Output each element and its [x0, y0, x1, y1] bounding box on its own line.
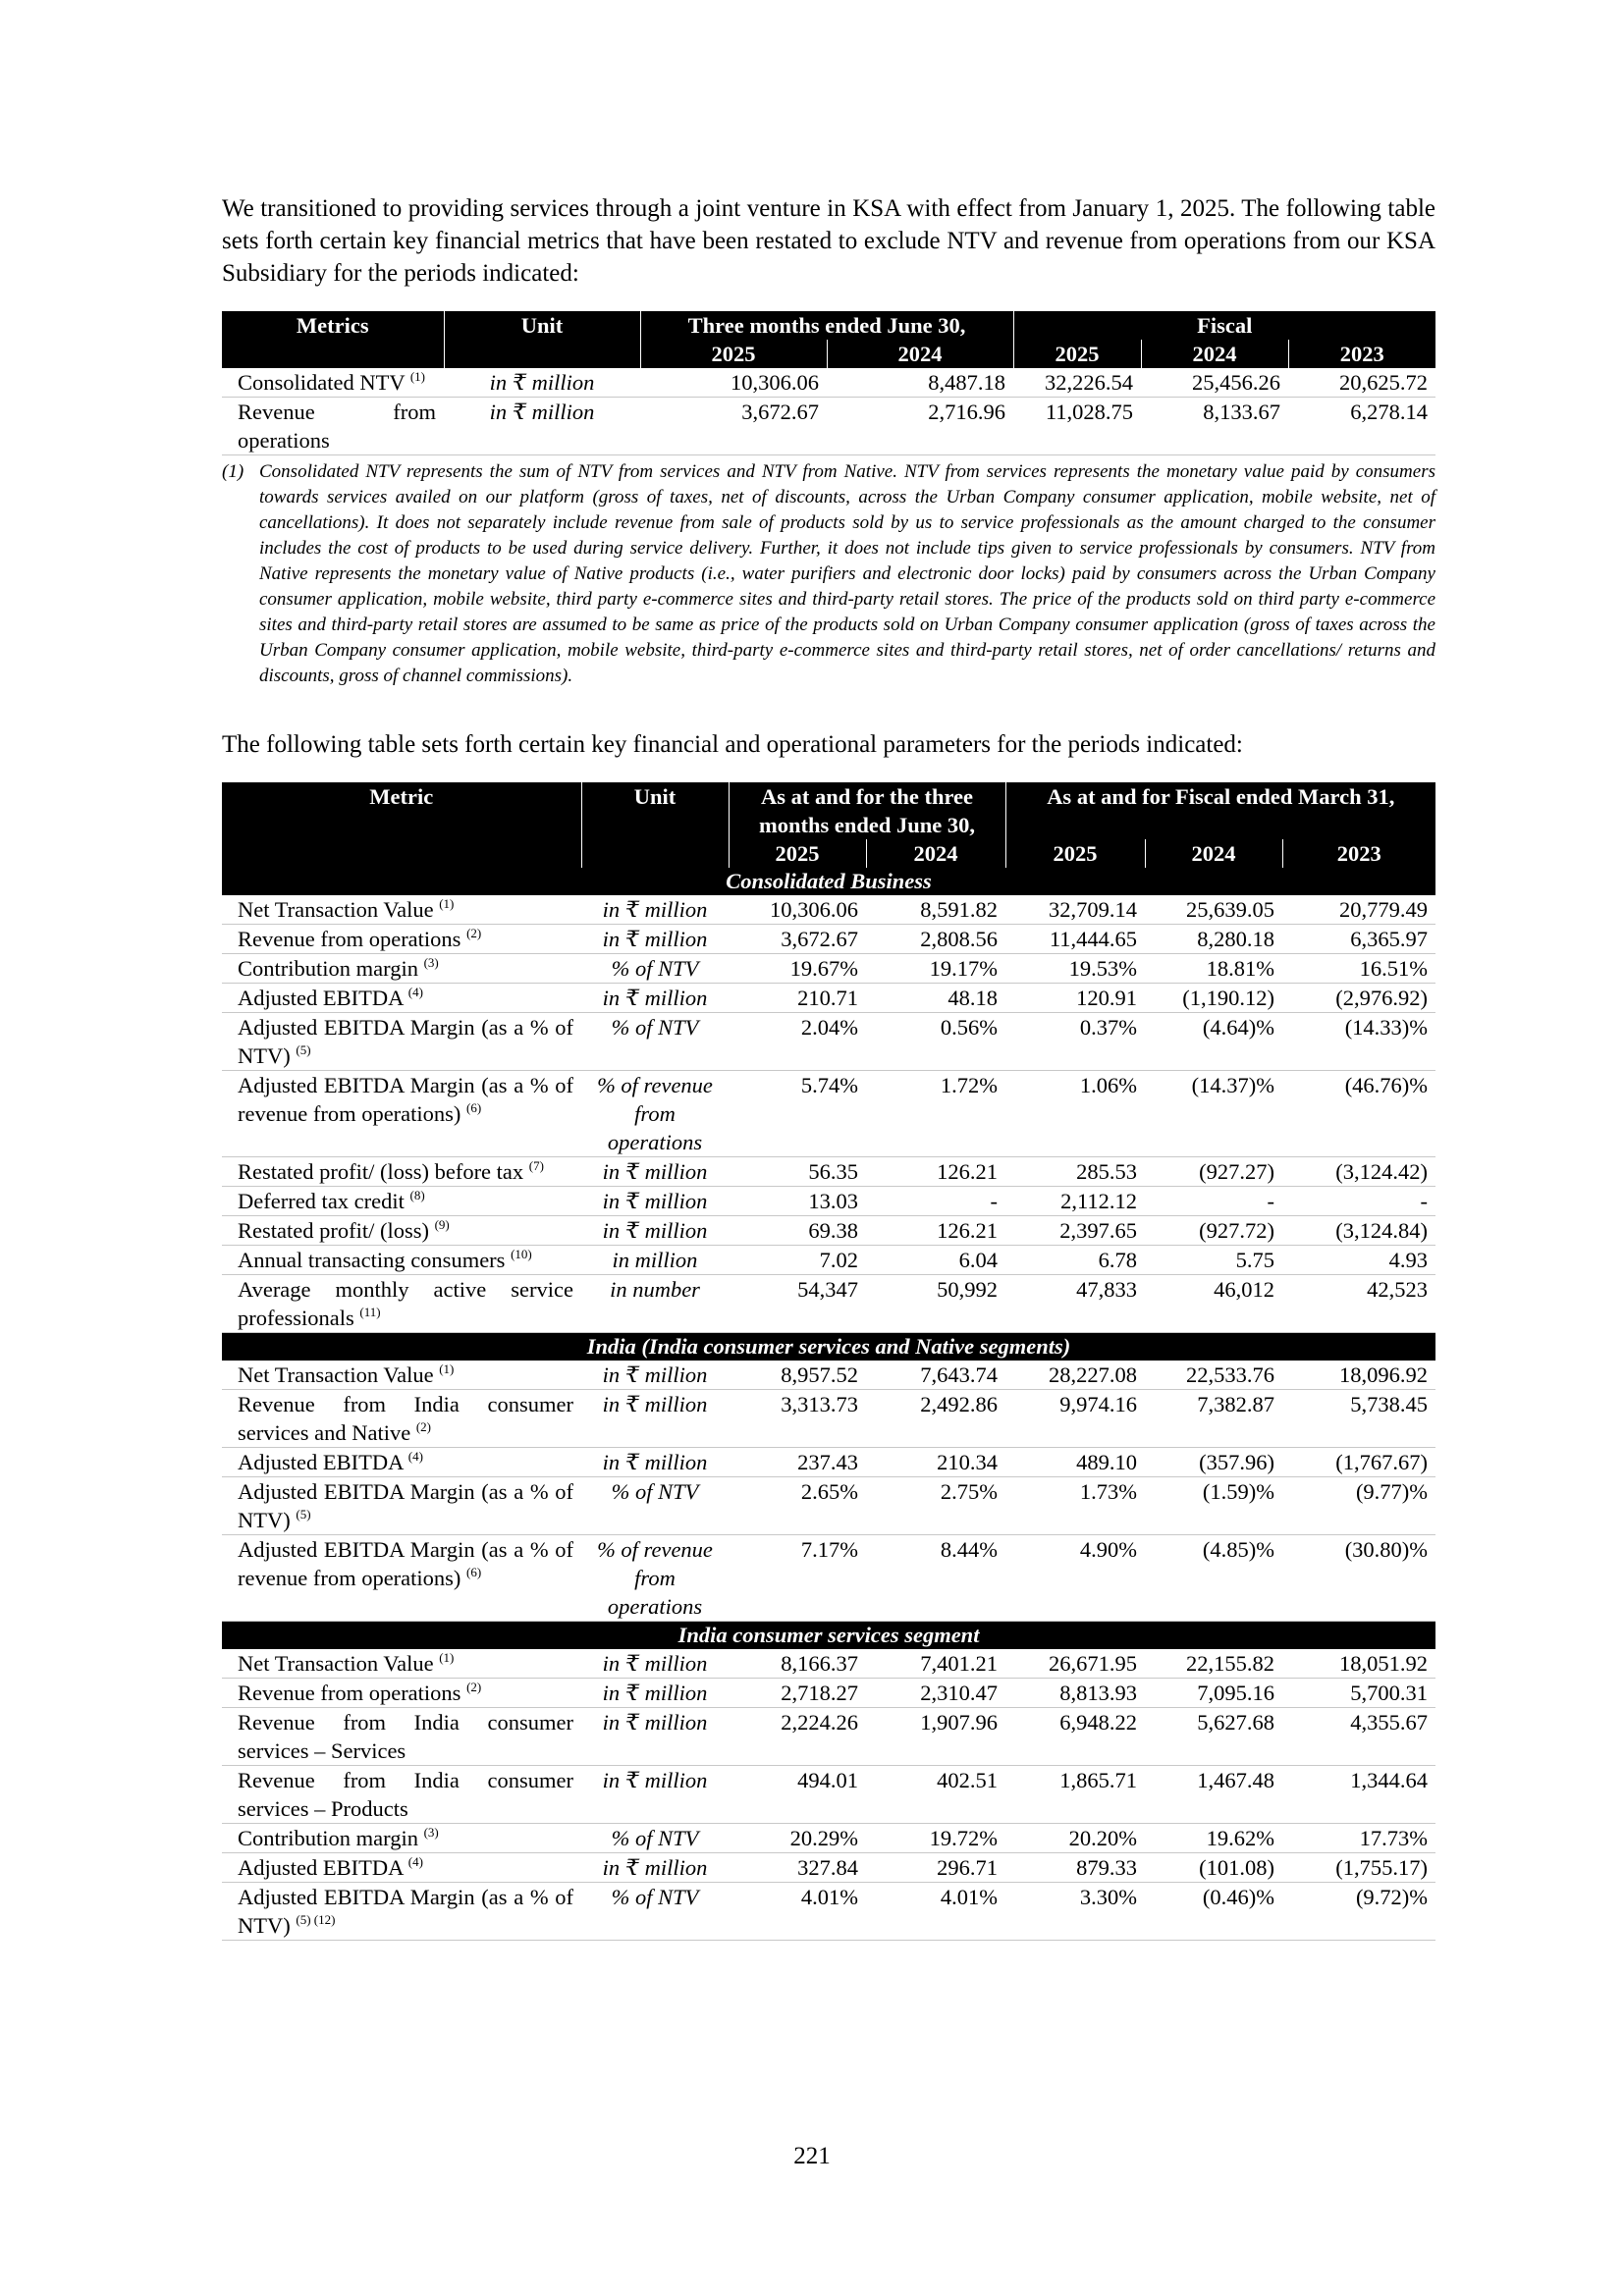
year-header: 2024: [866, 839, 1005, 868]
value-cell: 4.90%: [1005, 1535, 1145, 1622]
value-cell: 3.30%: [1005, 1883, 1145, 1941]
footnote-ref: (1): [409, 369, 425, 384]
unit-cell: in ₹ million: [581, 1216, 729, 1246]
value-cell: 296.71: [866, 1853, 1005, 1883]
value-cell: (1,767.67): [1282, 1448, 1435, 1477]
value-cell: (2,976.92): [1282, 984, 1435, 1013]
value-cell: 5.74%: [729, 1071, 866, 1157]
table-row: [222, 1853, 1435, 1883]
value-cell: 8,591.82: [866, 895, 1005, 925]
value-cell: 8,813.93: [1005, 1679, 1145, 1708]
value-cell: 8,133.67: [1141, 398, 1288, 455]
table-footnote: [222, 459, 1435, 689]
metric-label: Average monthly active service professionals: [238, 1277, 573, 1330]
footnote-ref: (1): [439, 896, 455, 911]
value-cell: 6,948.22: [1005, 1708, 1145, 1766]
metric-label: Revenue from operations: [238, 927, 461, 951]
value-cell: 46,012: [1145, 1275, 1282, 1333]
unit-cell: in ₹ million: [581, 1679, 729, 1708]
value-cell: 210.34: [866, 1448, 1005, 1477]
value-cell: 4.93: [1282, 1246, 1435, 1275]
unit-cell: in ₹ million: [581, 1853, 729, 1883]
value-cell: 32,226.54: [1013, 368, 1141, 398]
value-cell: 32,709.14: [1005, 895, 1145, 925]
unit-cell: in ₹ million: [581, 895, 729, 925]
metric-label: Adjusted EBITDA Margin (as a % of NTV): [238, 1885, 573, 1938]
footnote-ref: (3): [423, 955, 439, 970]
table-row: [222, 1275, 1435, 1333]
table-row: [222, 984, 1435, 1013]
section-header-row: [222, 868, 1435, 895]
metric-cell: [222, 954, 581, 984]
value-cell: 8,280.18: [1145, 925, 1282, 954]
value-cell: (3,124.84): [1282, 1216, 1435, 1246]
unit-cell: in million: [581, 1246, 729, 1275]
year-header: 2025: [729, 839, 866, 868]
value-cell: 2,224.26: [729, 1708, 866, 1766]
metric-cell: [222, 1216, 581, 1246]
value-cell: 19.53%: [1005, 954, 1145, 984]
metric-label: Contribution margin: [238, 956, 418, 981]
metric-cell: [222, 1448, 581, 1477]
metric-cell: [222, 1361, 581, 1390]
table-row: [222, 1157, 1435, 1187]
table-row: [222, 1766, 1435, 1824]
value-cell: 10,306.06: [729, 895, 866, 925]
unit-cell: in ₹ million: [581, 1708, 729, 1766]
metric-label: Adjusted EBITDA Margin (as a % of NTV): [238, 1015, 573, 1068]
unit-cell: in ₹ million: [581, 1649, 729, 1679]
value-cell: 7,401.21: [866, 1649, 1005, 1679]
value-cell: 22,155.82: [1145, 1649, 1282, 1679]
table-row: [222, 1679, 1435, 1708]
value-cell: (46.76)%: [1282, 1071, 1435, 1157]
unit-cell: % of NTV: [581, 1824, 729, 1853]
value-cell: 18.81%: [1145, 954, 1282, 984]
value-cell: 2.65%: [729, 1477, 866, 1535]
value-cell: 5,627.68: [1145, 1708, 1282, 1766]
metric-cell: [222, 1535, 581, 1622]
value-cell: 2.04%: [729, 1013, 866, 1071]
value-cell: 1,865.71: [1005, 1766, 1145, 1824]
unit-cell: in number: [581, 1275, 729, 1333]
unit-cell: in ₹ million: [444, 368, 640, 398]
value-cell: 210.71: [729, 984, 866, 1013]
table-row: [222, 1390, 1435, 1448]
metric-cell: [222, 1157, 581, 1187]
value-cell: 5.75: [1145, 1246, 1282, 1275]
value-cell: 7.17%: [729, 1535, 866, 1622]
value-cell: 19.62%: [1145, 1824, 1282, 1853]
metric-cell: [222, 1824, 581, 1853]
metric-cell: [222, 1766, 581, 1824]
metric-label: Adjusted EBITDA Margin (as a % of revenue from operations): [238, 1073, 573, 1126]
metric-cell: [222, 1246, 581, 1275]
value-cell: 7,643.74: [866, 1361, 1005, 1390]
metric-cell: [222, 1187, 581, 1216]
metric-cell: [222, 1477, 581, 1535]
year-header: 2025: [1005, 839, 1145, 868]
value-cell: 18,051.92: [1282, 1649, 1435, 1679]
value-cell: 26,671.95: [1005, 1649, 1145, 1679]
value-cell: 25,456.26: [1141, 368, 1288, 398]
year-header: 2024: [1141, 340, 1288, 368]
col-header-unit: Unit: [444, 311, 640, 368]
value-cell: 7.02: [729, 1246, 866, 1275]
section-header-row: [222, 1333, 1435, 1362]
value-cell: 48.18: [866, 984, 1005, 1013]
metric-cell: [222, 1649, 581, 1679]
value-cell: 6.78: [1005, 1246, 1145, 1275]
footnote-ref: (7): [528, 1158, 544, 1173]
unit-cell: in ₹ million: [581, 984, 729, 1013]
document-page: [222, 192, 1435, 1941]
value-cell: (0.46)%: [1145, 1883, 1282, 1941]
footnote-ref: (8): [409, 1188, 425, 1202]
year-header: 2024: [1145, 839, 1282, 868]
value-cell: 11,028.75: [1013, 398, 1141, 455]
value-cell: 10,306.06: [640, 368, 827, 398]
footnote-ref: (9): [434, 1217, 450, 1232]
table-row: [222, 1649, 1435, 1679]
value-cell: -: [866, 1187, 1005, 1216]
metric-cell: [222, 398, 444, 455]
section-title: India (India consumer services and Native segments): [222, 1333, 1435, 1362]
value-cell: 7,095.16: [1145, 1679, 1282, 1708]
footnote-ref: (5) (12): [296, 1912, 336, 1927]
unit-cell: in ₹ million: [581, 1448, 729, 1477]
footnote-ref: (10): [511, 1247, 532, 1261]
value-cell: 8.44%: [866, 1535, 1005, 1622]
value-cell: 20.20%: [1005, 1824, 1145, 1853]
value-cell: 2.75%: [866, 1477, 1005, 1535]
footnote-ref: (5): [296, 1507, 311, 1522]
unit-cell: in ₹ million: [581, 1766, 729, 1824]
value-cell: 494.01: [729, 1766, 866, 1824]
year-header: 2024: [827, 340, 1013, 368]
footnote-ref: (6): [466, 1100, 482, 1115]
metric-label: Net Transaction Value: [238, 1651, 434, 1676]
footnote-ref: (2): [415, 1419, 431, 1434]
table-row: [222, 1477, 1435, 1535]
table-row: [222, 1246, 1435, 1275]
value-cell: 1.73%: [1005, 1477, 1145, 1535]
value-cell: 126.21: [866, 1157, 1005, 1187]
value-cell: 22,533.76: [1145, 1361, 1282, 1390]
metric-cell: [222, 1853, 581, 1883]
value-cell: -: [1282, 1187, 1435, 1216]
value-cell: 8,487.18: [827, 368, 1013, 398]
unit-cell: in ₹ million: [581, 1390, 729, 1448]
value-cell: 16.51%: [1282, 954, 1435, 984]
value-cell: 402.51: [866, 1766, 1005, 1824]
value-cell: 19.67%: [729, 954, 866, 984]
metric-label: Adjusted EBITDA: [238, 986, 404, 1010]
value-cell: 20,625.72: [1288, 368, 1435, 398]
value-cell: (101.08): [1145, 1853, 1282, 1883]
value-cell: 8,166.37: [729, 1649, 866, 1679]
metric-cell: [222, 1679, 581, 1708]
col-header-metric: Metric: [222, 782, 581, 868]
year-header: 2025: [1013, 340, 1141, 368]
metric-cell: [222, 1071, 581, 1157]
value-cell: 20.29%: [729, 1824, 866, 1853]
footnote-ref: (1): [439, 1362, 455, 1376]
metric-label: Contribution margin: [238, 1826, 418, 1850]
unit-cell: in ₹ million: [581, 1157, 729, 1187]
table-row: [222, 1013, 1435, 1071]
metric-cell: [222, 1883, 581, 1941]
value-cell: 42,523: [1282, 1275, 1435, 1333]
value-cell: (1,190.12): [1145, 984, 1282, 1013]
year-header: 2025: [640, 340, 827, 368]
value-cell: 25,639.05: [1145, 895, 1282, 925]
table-row: [222, 1824, 1435, 1853]
col-header-unit: Unit: [581, 782, 729, 868]
value-cell: (357.96): [1145, 1448, 1282, 1477]
value-cell: 69.38: [729, 1216, 866, 1246]
value-cell: 1,344.64: [1282, 1766, 1435, 1824]
value-cell: 20,779.49: [1282, 895, 1435, 925]
table-row: [222, 895, 1435, 925]
section-header-row: [222, 1622, 1435, 1650]
value-cell: 9,974.16: [1005, 1390, 1145, 1448]
value-cell: 6,278.14: [1288, 398, 1435, 455]
metric-label: Restated profit/ (loss) before tax: [238, 1159, 524, 1184]
metric-cell: [222, 1390, 581, 1448]
footnote-ref: (11): [359, 1305, 381, 1319]
value-cell: 2,310.47: [866, 1679, 1005, 1708]
value-cell: (14.33)%: [1282, 1013, 1435, 1071]
value-cell: 56.35: [729, 1157, 866, 1187]
metric-label: Revenue from India consumer services and Native: [238, 1392, 573, 1445]
footnote-number: (1): [222, 461, 244, 482]
metric-label: Consolidated NTV: [238, 370, 406, 395]
metric-label: Net Transaction Value: [238, 897, 434, 922]
metric-cell: [222, 1013, 581, 1071]
value-cell: 327.84: [729, 1853, 866, 1883]
value-cell: 19.17%: [866, 954, 1005, 984]
metric-cell: [222, 895, 581, 925]
value-cell: (927.72): [1145, 1216, 1282, 1246]
footnote-ref: (1): [439, 1650, 455, 1665]
unit-cell: % of revenue from operations: [581, 1071, 729, 1157]
col-header-fiscal: Fiscal: [1013, 311, 1435, 340]
table-row: [222, 1883, 1435, 1941]
metric-label: Restated profit/ (loss): [238, 1218, 429, 1243]
unit-cell: in ₹ million: [581, 1361, 729, 1390]
footnote-ref: (4): [407, 1449, 423, 1464]
metric-label: Adjusted EBITDA Margin (as a % of NTV): [238, 1479, 573, 1532]
metric-label: Annual transacting consumers: [238, 1248, 506, 1272]
value-cell: -: [1145, 1187, 1282, 1216]
value-cell: 879.33: [1005, 1853, 1145, 1883]
key-parameters-table: [222, 782, 1435, 1941]
value-cell: (927.27): [1145, 1157, 1282, 1187]
value-cell: (30.80)%: [1282, 1535, 1435, 1622]
value-cell: 6.04: [866, 1246, 1005, 1275]
metric-cell: [222, 368, 444, 398]
unit-cell: % of NTV: [581, 1477, 729, 1535]
value-cell: 6,365.97: [1282, 925, 1435, 954]
value-cell: 2,718.27: [729, 1679, 866, 1708]
unit-cell: % of NTV: [581, 1013, 729, 1071]
value-cell: 1,467.48: [1145, 1766, 1282, 1824]
table-row: [222, 1535, 1435, 1622]
footnote-ref: (4): [407, 985, 423, 999]
value-cell: 237.43: [729, 1448, 866, 1477]
metric-cell: [222, 984, 581, 1013]
value-cell: 4.01%: [729, 1883, 866, 1941]
value-cell: 0.37%: [1005, 1013, 1145, 1071]
value-cell: 50,992: [866, 1275, 1005, 1333]
value-cell: 2,492.86: [866, 1390, 1005, 1448]
value-cell: 11,444.65: [1005, 925, 1145, 954]
ksa-restated-metrics-table: [222, 311, 1435, 455]
metric-cell: [222, 1275, 581, 1333]
table-row: [222, 954, 1435, 984]
col-header-fiscal: As at and for Fiscal ended March 31,: [1005, 782, 1435, 839]
metric-cell: [222, 1708, 581, 1766]
value-cell: 8,957.52: [729, 1361, 866, 1390]
value-cell: 2,112.12: [1005, 1187, 1145, 1216]
metric-cell: [222, 925, 581, 954]
metric-label: Deferred tax credit: [238, 1189, 405, 1213]
value-cell: 2,716.96: [827, 398, 1013, 455]
value-cell: 5,738.45: [1282, 1390, 1435, 1448]
footnote-ref: (2): [466, 1680, 482, 1694]
value-cell: 120.91: [1005, 984, 1145, 1013]
metric-label: Revenue from India consumer services – Services: [238, 1710, 573, 1763]
col-header-three-months: As at and for the three months ended June 30,: [729, 782, 1005, 839]
value-cell: 285.53: [1005, 1157, 1145, 1187]
unit-cell: in ₹ million: [444, 398, 640, 455]
value-cell: (3,124.42): [1282, 1157, 1435, 1187]
metric-label: Adjusted EBITDA: [238, 1450, 404, 1474]
table-row: [222, 1216, 1435, 1246]
value-cell: 2,808.56: [866, 925, 1005, 954]
value-cell: (1,755.17): [1282, 1853, 1435, 1883]
table-row: [222, 398, 1435, 455]
value-cell: 18,096.92: [1282, 1361, 1435, 1390]
metric-label: Adjusted EBITDA: [238, 1855, 404, 1880]
table-row: [222, 925, 1435, 954]
value-cell: 2,397.65: [1005, 1216, 1145, 1246]
value-cell: 5,700.31: [1282, 1679, 1435, 1708]
metric-label: Net Transaction Value: [238, 1362, 434, 1387]
unit-cell: % of NTV: [581, 1883, 729, 1941]
footnote-text: Consolidated NTV represents the sum of NTV from services and NTV from Native. NTV from services represents the monetary value paid by consumers towards services availed on our platform (gross of taxes, net of discounts, across the Urban Company consumer application, mobile website, net of cancellations). It does not separately include revenue from sale of products sold by us to service professionals as the amount charged to the consumer includes the cost of products to be used during service delivery. Further, it does not include tips given to service professionals by consumers. NTV from Native represents the monetary value of Native products (i.e., water purifiers and electronic door locks) paid by consumers across the Urban Company consumer application, mobile website, third party e-commerce sites and third-party retail stores. The price of the products sold on third party e-commerce sites and third-party retail stores are assumed to be same as price of the products sold on Urban Company consumer application (gross of taxes across the Urban Company consumer application, mobile website, third-party e-commerce sites and third-party retail stores, net of order cancellations/ returns and discounts, gross of channel commissions).: [259, 461, 1435, 686]
unit-cell: in ₹ million: [581, 1187, 729, 1216]
table-row: [222, 1448, 1435, 1477]
value-cell: 489.10: [1005, 1448, 1145, 1477]
footnote-ref: (6): [466, 1565, 482, 1579]
table-row: [222, 1071, 1435, 1157]
metric-label: Revenue from operations: [238, 400, 436, 453]
value-cell: (4.64)%: [1145, 1013, 1282, 1071]
footnote-ref: (2): [466, 926, 482, 940]
unit-cell: in ₹ million: [581, 925, 729, 954]
value-cell: (1.59)%: [1145, 1477, 1282, 1535]
unit-cell: % of NTV: [581, 954, 729, 984]
unit-cell: % of revenue from operations: [581, 1535, 729, 1622]
value-cell: (14.37)%: [1145, 1071, 1282, 1157]
year-header: 2023: [1288, 340, 1435, 368]
value-cell: 4.01%: [866, 1883, 1005, 1941]
col-header-metrics: Metrics: [222, 311, 444, 368]
value-cell: 3,672.67: [640, 398, 827, 455]
value-cell: 54,347: [729, 1275, 866, 1333]
col-header-three-months: Three months ended June 30,: [640, 311, 1013, 340]
value-cell: 0.56%: [866, 1013, 1005, 1071]
value-cell: 4,355.67: [1282, 1708, 1435, 1766]
value-cell: 3,313.73: [729, 1390, 866, 1448]
value-cell: 47,833: [1005, 1275, 1145, 1333]
metric-label: Revenue from India consumer services – Products: [238, 1768, 573, 1821]
value-cell: 1,907.96: [866, 1708, 1005, 1766]
value-cell: 17.73%: [1282, 1824, 1435, 1853]
intro-paragraph: We transitioned to providing services through a joint venture in KSA with effect from January 1, 2025. The following table sets forth certain key financial metrics that have been restated to exclude NTV and revenue from operations from our KSA Subsidiary for the periods indicated:: [222, 195, 1435, 287]
table-row: [222, 1187, 1435, 1216]
value-cell: 19.72%: [866, 1824, 1005, 1853]
value-cell: 28,227.08: [1005, 1361, 1145, 1390]
value-cell: 7,382.87: [1145, 1390, 1282, 1448]
section-title: India consumer services segment: [222, 1622, 1435, 1650]
table-row: [222, 368, 1435, 398]
table-row: [222, 1361, 1435, 1390]
value-cell: 3,672.67: [729, 925, 866, 954]
page-number: 221: [793, 2143, 831, 2169]
footnote-ref: (4): [407, 1854, 423, 1869]
value-cell: (4.85)%: [1145, 1535, 1282, 1622]
metric-label: Adjusted EBITDA Margin (as a % of revenue from operations): [238, 1537, 573, 1590]
value-cell: 126.21: [866, 1216, 1005, 1246]
footnote-ref: (3): [423, 1825, 439, 1840]
value-cell: (9.72)%: [1282, 1883, 1435, 1941]
value-cell: 1.06%: [1005, 1071, 1145, 1157]
table-row: [222, 1708, 1435, 1766]
value-cell: 1.72%: [866, 1071, 1005, 1157]
section-title: Consolidated Business: [222, 868, 1435, 895]
value-cell: (9.77)%: [1282, 1477, 1435, 1535]
year-header: 2023: [1282, 839, 1435, 868]
footnote-ref: (5): [296, 1042, 311, 1057]
metric-label: Revenue from operations: [238, 1681, 461, 1705]
value-cell: 13.03: [729, 1187, 866, 1216]
second-paragraph: The following table sets forth certain key financial and operational parameters for the periods indicated:: [222, 731, 1243, 758]
